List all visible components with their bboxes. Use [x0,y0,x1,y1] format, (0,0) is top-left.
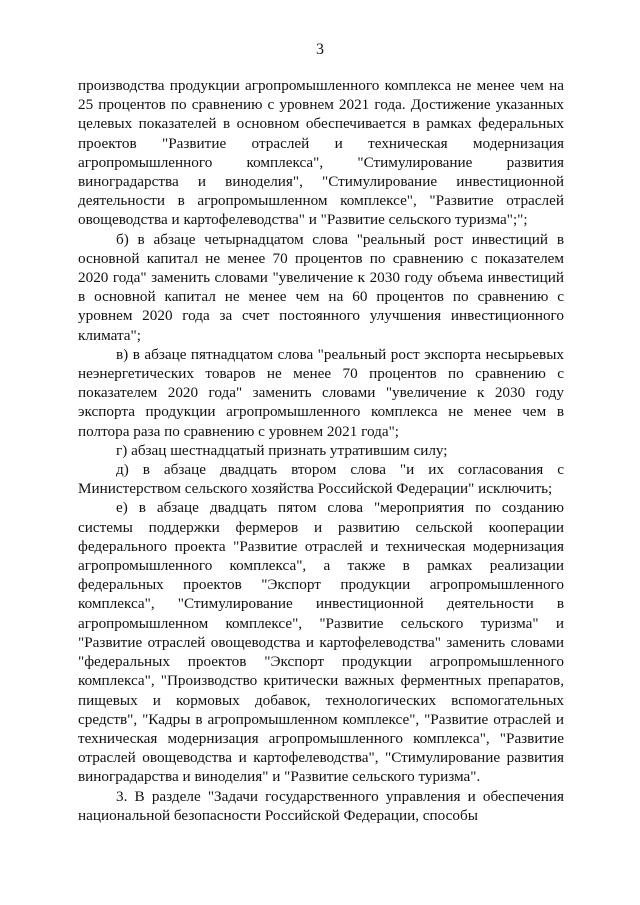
paragraph-section-3: 3. В разделе "Задачи государственного управления и обеспечения национальной безопасности Российской Федерации, способы [78,787,564,824]
paragraph-item-b: б) в абзаце четырнадцатом слова "реальный рост инвестиций в основной капитал не менее 70 процентов по сравнению с показателем 2020 года" заменить словами "увеличение к 2030 году объема инвестиций в основной капитал не менее чем на 60 процентов по сравнению с уровнем 2020 года за счет постоянного улучшения инвестиционного климата"; [78,230,564,344]
page-number: 3 [316,41,324,58]
document-body [78,76,564,825]
paragraph-item-d: д) в абзаце двадцать втором слова "и их согласования с Министерством сельского хозяйства Российской Федерации" исключить; [78,461,564,498]
paragraph-item-g: г) абзац шестнадцатый признать утратившим силу; [116,441,448,459]
paragraph-continuation: производства продукции агропромышленного комплекса не менее чем на 25 процентов по сравнению с уровнем 2021 года. Достижение указанных целевых показателей в основном обеспечивается в рамках федеральных проектов "Развитие отраслей и техническая модернизация агропромышленного комплекса", "Стимулирование развития виноградарства и виноделия", "Стимулирование инвестиционной деятельности в агропромышленном комплексе", "Развитие отраслей овощеводства и картофелеводства" и "Развитие сельского туризма";"; [78,77,564,229]
paragraph-item-e: е) в абзаце двадцать пятом слова "мероприятия по созданию системы поддержки фермеров и развитию сельской кооперации федерального проекта "Развитие отраслей и техническая модернизация агропромышленного комплекса", а также в рамках реализации федеральных проектов "Экспорт продукции агропромышленного комплекса", "Стимулирование инвестиционной деятельности в агропромышленном комплексе", "Развитие сельского туризма" и "Развитие отраслей овощеводства и картофелеводства" заменить словами "федеральных проектов "Экспорт продукции агропромышленного комплекса", "Производство критически важных ферментных препаратов, пищевых и кормовых добавок, технологических вспомогательных средств", "Кадры в агропромышленном комплексе", "Развитие отраслей и техническая модернизация агропромышленного комплекса", "Развитие отраслей овощеводства и картофелеводства", "Стимулирование развития виноградарства и виноделия" и "Развитие сельского туризма". [78,499,564,786]
paragraph-item-v: в) в абзаце пятнадцатом слова "реальный рост экспорта несырьевых неэнергетических товаров не менее 70 процентов по сравнению с показателем 2020 года" заменить словами "увеличение к 2030 году экспорта продукции агропромышленного комплекса не менее чем в полтора раза по сравнению с уровнем 2021 года"; [78,345,564,440]
